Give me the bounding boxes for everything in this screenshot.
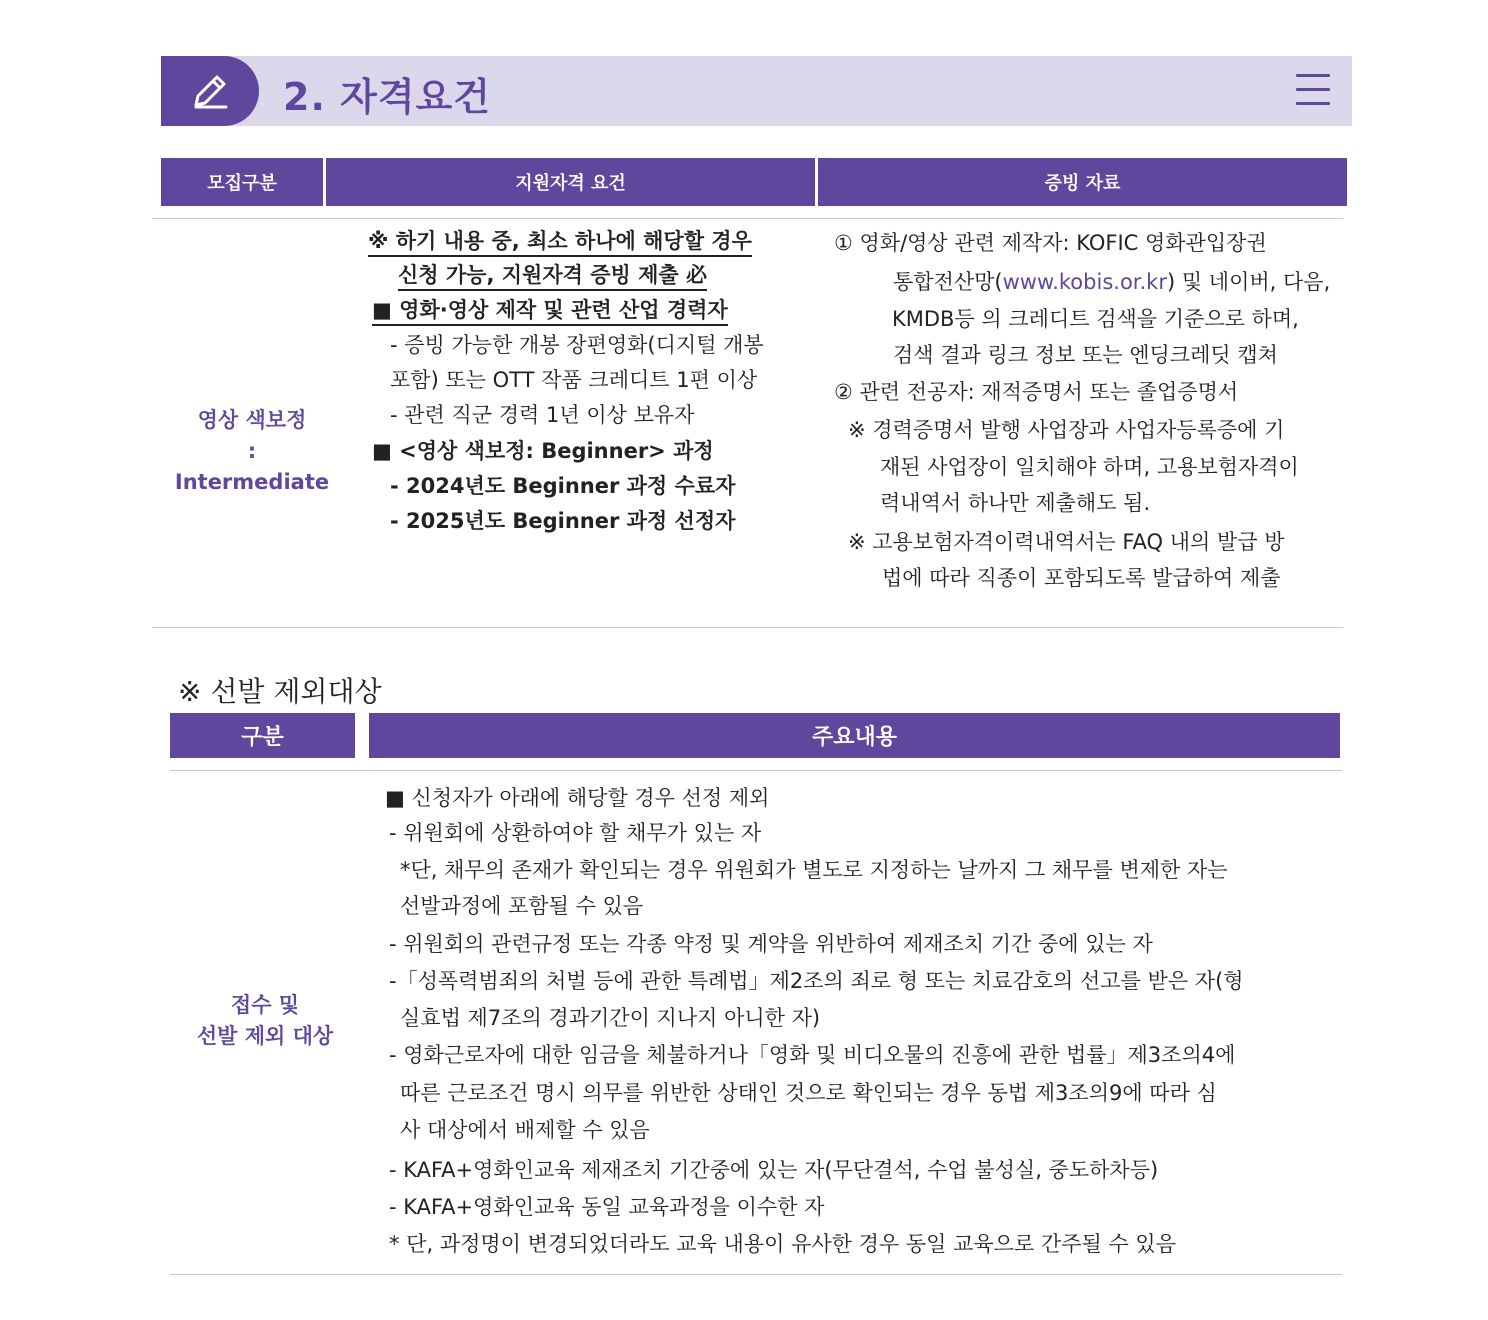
header-category: 모집구분 (161, 158, 323, 206)
exclusion-line: - KAFA+영화인교육 동일 교육과정을 이수한 자 (389, 1195, 825, 1219)
exclusion-line: 사 대상에서 배제할 수 있음 (400, 1118, 650, 1142)
req-note-line: 신청 가능, 지원자격 증빙 제출 必 (398, 260, 707, 290)
evidence-line: 력내역서 하나만 제출해도 됨. (880, 491, 1151, 515)
exclusion-line: - KAFA+영화인교육 제재조치 기간중에 있는 자(무단결석, 수업 불성실, 중도하차등) (389, 1158, 1159, 1182)
menu-icon[interactable] (1296, 74, 1330, 108)
exclusion-line: 따른 근로조건 명시 의무를 위반한 상태인 것으로 확인되는 경우 동법 제3조의9에 따라 심 (400, 1081, 1217, 1105)
evidence-line: 통합전산망(www.kobis.or.kr) 및 네이버, 다음, (893, 270, 1331, 294)
exclusion-line: * 단, 과정명이 변경되었더라도 교육 내용이 유사한 경우 동일 교육으로 간주될 수 있음 (389, 1232, 1177, 1256)
table-divider (170, 1274, 1342, 1275)
section-title: 2. 자격요건 (283, 75, 491, 119)
exclusion-line: 선발과정에 포함될 수 있음 (400, 894, 644, 918)
category-line: 영상 색보정 (197, 408, 307, 432)
header-requirements: 지원자격 요건 (326, 158, 815, 206)
req-bullet: ■ 영화·영상 제작 및 관련 산업 경력자 (372, 295, 728, 325)
exclusion-title: ※ 선발 제외대상 (178, 675, 382, 708)
req-item: - 2024년도 Beginner 과정 수료자 (390, 474, 736, 498)
exclusion-line: *단, 채무의 존재가 확인되는 경우 위원회가 별도로 지정하는 날까지 그 채무를 변제한 자는 (400, 858, 1228, 882)
evidence-line: 검색 결과 링크 정보 또는 엔딩크레딧 캡쳐 (893, 343, 1278, 367)
evidence-line: 재된 사업장이 일치해야 하며, 고용보험자격이 (880, 455, 1299, 479)
evidence-line: ※ 경력증명서 발행 사업장과 사업자등록증에 기 (848, 418, 1285, 442)
req-item: - 관련 직군 경력 1년 이상 보유자 (390, 403, 695, 427)
exclusion-line: 실효법 제7조의 경과기간이 지나지 아니한 자) (400, 1006, 821, 1030)
section-banner (161, 56, 1352, 126)
pencil-icon (188, 69, 232, 113)
req-item: - 2025년도 Beginner 과정 선정자 (390, 509, 736, 533)
table-divider (152, 218, 1343, 219)
exclusion-line: - 위원회에 상환하여야 할 채무가 있는 자 (389, 821, 762, 845)
req-bullet: ■ <영상 색보정: Beginner> 과정 (372, 439, 714, 463)
exclusion-category (180, 990, 350, 1052)
evidence-line: ① 영화/영상 관련 제작자: KOFIC 영화관입장권 (834, 231, 1267, 255)
header-main-content: 주요내용 (369, 713, 1340, 758)
exclusion-line: - 위원회의 관련규정 또는 각종 약정 및 계약을 위반하여 제재조치 기간 중에 있는 자 (389, 932, 1153, 956)
evidence-line: ② 관련 전공자: 재적증명서 또는 졸업증명서 (834, 380, 1239, 404)
exclusion-line: -「성폭력범죄의 처벌 등에 관한 특례법」제2조의 죄로 형 또는 치료감호의 선고를 받은 자(형 (389, 969, 1244, 993)
category-line: : Intermediate (174, 439, 330, 494)
req-item: - 증빙 가능한 개봉 장편영화(디지털 개봉 (390, 333, 764, 357)
category-label (172, 405, 332, 498)
kobis-link[interactable]: www.kobis.or.kr (1002, 270, 1167, 294)
exclusion-line: ■ 신청자가 아래에 해당할 경우 선정 제외 (385, 786, 770, 810)
table-divider (152, 627, 1343, 628)
table-divider (170, 770, 1342, 771)
req-item: 포함) 또는 OTT 작품 크레디트 1편 이상 (390, 368, 758, 392)
banner-tab (161, 56, 259, 126)
exclusion-line: - 영화근로자에 대한 임금을 체불하거나「영화 및 비디오물의 진흥에 관한 법률」제3조의4에 (389, 1043, 1236, 1067)
header-division: 구분 (170, 713, 355, 758)
category-line: 접수 및 (230, 993, 300, 1017)
header-evidence: 증빙 자료 (818, 158, 1347, 206)
evidence-line: ※ 고용보험자격이력내역서는 FAQ 내의 발급 방 (848, 530, 1285, 554)
category-line: 선발 제외 대상 (196, 1024, 334, 1048)
evidence-line: KMDB등 의 크레디트 검색을 기준으로 하며, (892, 307, 1299, 331)
evidence-line: 법에 따라 직종이 포함되도록 발급하여 제출 (882, 566, 1281, 590)
req-note-line: ※ 하기 내용 중, 최소 하나에 해당할 경우 (368, 226, 752, 256)
